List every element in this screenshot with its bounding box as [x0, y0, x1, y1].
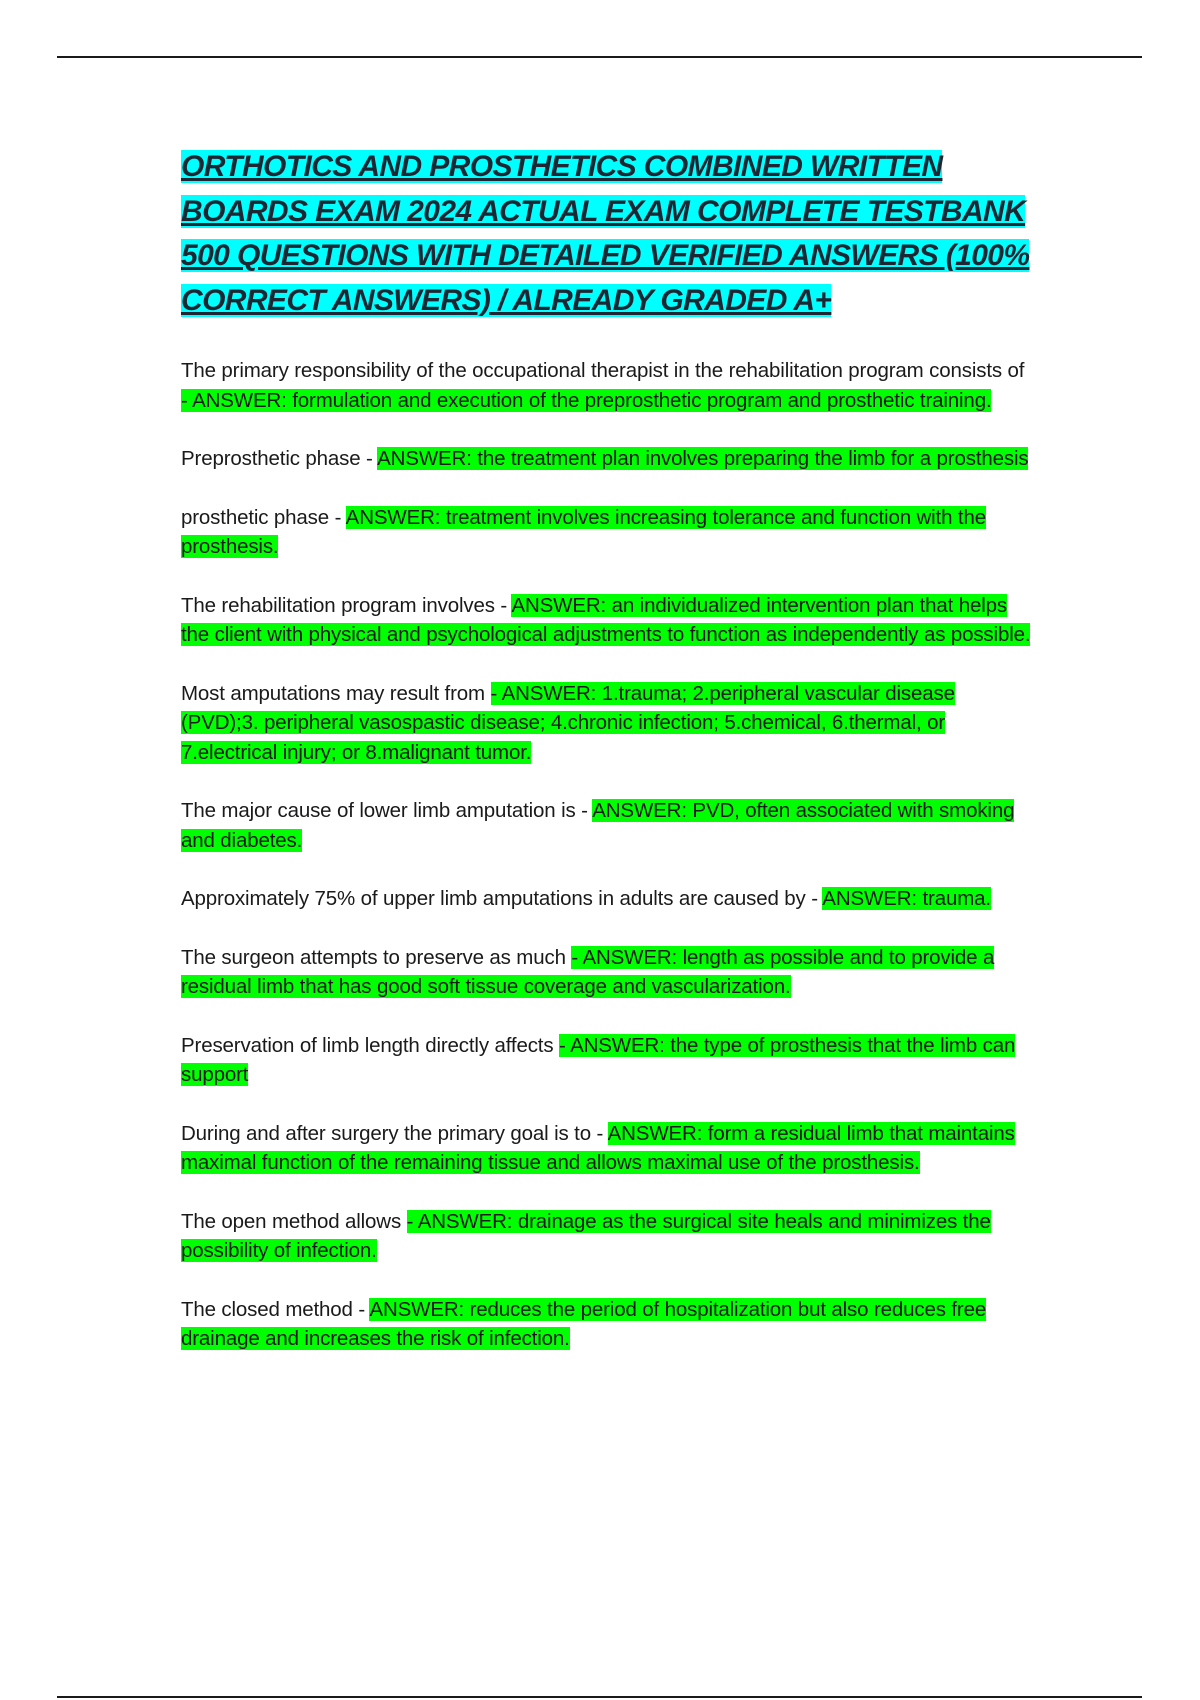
qa-item — [181, 356, 1031, 415]
question-text: The closed method - — [181, 1297, 370, 1321]
question-text: Preprosthetic phase - — [181, 447, 378, 470]
header-rule — [57, 56, 1142, 58]
qa-item — [181, 1031, 1031, 1090]
qa-item — [181, 1295, 1031, 1354]
answer-text: - ANSWER: 1.trauma; 2.peripheral vascular disease (PVD);3. peripheral vasospastic disease; 4.chronic infection; 5.chemical, 6.thermal, or 7.electrical injury; or 8.malignant tumor. — [181, 681, 955, 764]
qa-item — [181, 943, 1031, 1002]
question-text: Most amputations may result from — [181, 681, 491, 705]
question-text: The major cause of lower limb amputation is - — [181, 799, 593, 822]
question-text: The open method allows — [181, 1209, 407, 1233]
document-title — [181, 145, 1031, 323]
qa-item — [181, 1119, 1031, 1178]
question-text: Preservation of limb length directly affects — [181, 1033, 559, 1057]
qa-item — [181, 591, 1031, 650]
answer-text: ANSWER: the treatment plan involves preparing the limb for a prosthesis — [377, 447, 1029, 470]
answer-text: ANSWER: PVD, often associated with smoking and diabetes. — [181, 799, 1015, 852]
question-text: Approximately 75% of upper limb amputations in adults are caused by - — [181, 887, 823, 910]
title-highlight: ORTHOTICS AND PROSTHETICS COMBINED WRITTEN BOARDS EXAM 2024 ACTUAL EXAM COMPLETE TESTBANK 500 QUESTIONS WITH DETAILED VERIFIED ANSWERS (100% CORRECT ANSWERS) / ALREADY GRADED A+ — [181, 150, 1030, 317]
question-text: During and after surgery the primary goal is to - — [181, 1121, 608, 1145]
question-text: The primary responsibility of the occupational therapist in the rehabilitation program consists of — [181, 359, 1025, 382]
question-text: prosthetic phase - — [181, 505, 346, 529]
question-text: The rehabilitation program involves - — [181, 593, 512, 617]
question-text: The surgeon attempts to preserve as much — [181, 945, 572, 969]
answer-text: - ANSWER: drainage as the surgical site heals and minimizes the possibility of infection. — [181, 1209, 991, 1262]
qa-item — [181, 1207, 1031, 1266]
document-body — [181, 145, 1031, 1383]
answer-text: ANSWER: form a residual limb that maintains maximal function of the remaining tissue and allows maximal use of the prosthesis. — [181, 1121, 1015, 1174]
answer-text: ANSWER: an individualized intervention plan that helps the client with physical and psychological adjustments to function as independently as possible. — [181, 593, 1031, 646]
qa-item — [181, 796, 1031, 855]
qa-item — [181, 884, 1031, 914]
answer-text: - ANSWER: the type of prosthesis that the limb can support — [181, 1033, 1016, 1086]
answer-text: ANSWER: treatment involves increasing tolerance and function with the prosthesis. — [181, 505, 986, 558]
answer-text: - ANSWER: formulation and execution of the preprosthetic program and prosthetic training. — [181, 388, 992, 412]
footer-rule — [57, 1696, 1142, 1698]
qa-item — [181, 444, 1031, 474]
qa-item — [181, 679, 1031, 768]
answer-text: ANSWER: reduces the period of hospitalization but also reduces free drainage and increases the risk of infection. — [181, 1297, 987, 1350]
qa-item — [181, 503, 1031, 562]
answer-text: - ANSWER: length as possible and to provide a residual limb that has good soft tissue coverage and vascularization. — [181, 945, 995, 998]
answer-text: ANSWER: trauma. — [822, 887, 991, 910]
